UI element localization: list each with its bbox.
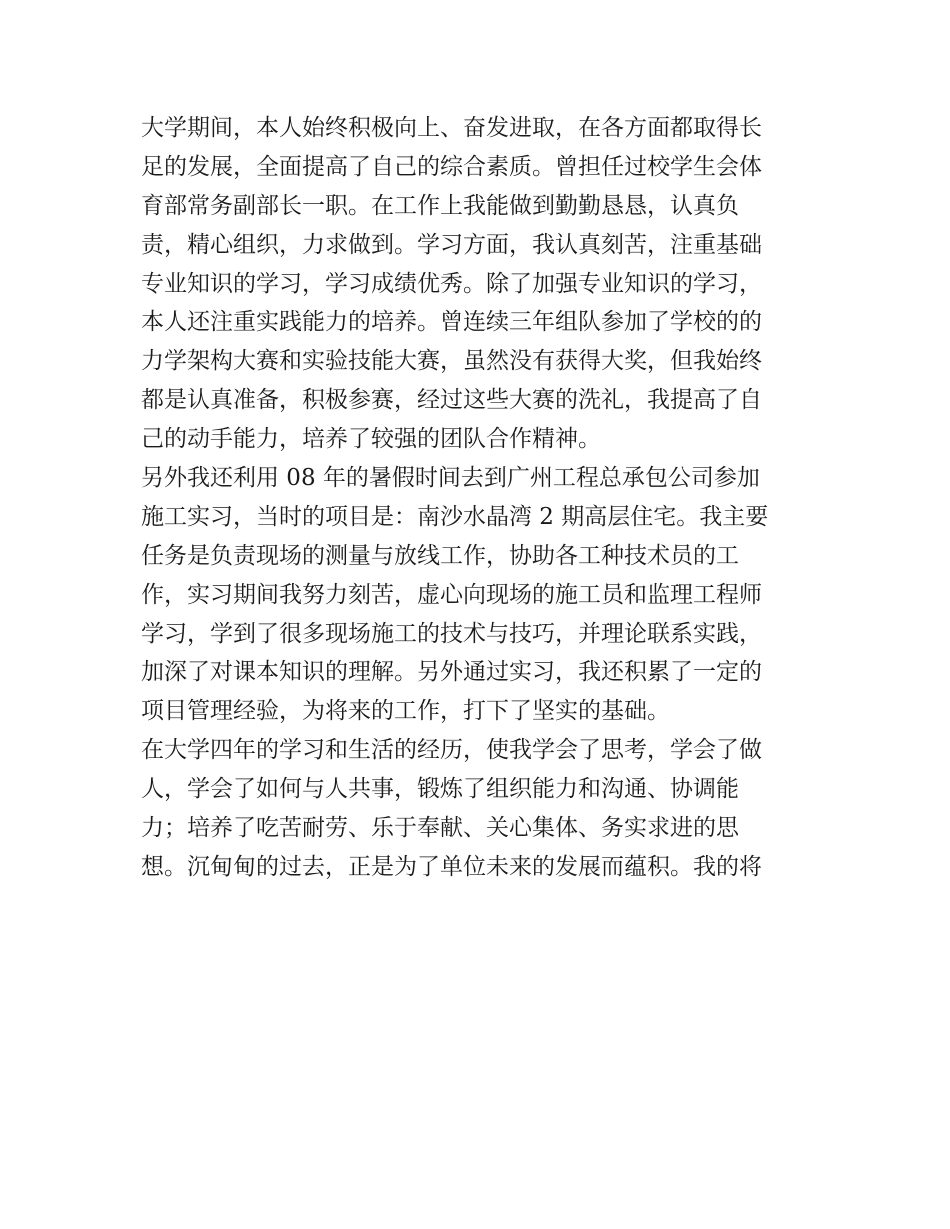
text-line: 力学架构大赛和实验技能大赛，虽然没有获得大奖，但我始终 bbox=[141, 348, 762, 375]
text-line: 学习，学到了很多现场施工的技术与技巧，并理论联系实践， bbox=[141, 620, 762, 647]
text-line: 加深了对课本知识的理解。另外通过实习，我还积累了一定的 bbox=[141, 659, 762, 686]
text-line: 都是认真准备，积极参赛，经过这些大赛的洗礼，我提高了自 bbox=[141, 387, 762, 414]
body-text bbox=[141, 109, 813, 887]
text-line: 责，精心组织，力求做到。学习方面，我认真刻苦，注重基础 bbox=[141, 231, 762, 258]
text-line: 作，实习期间我努力刻苦，虚心向现场的施工员和监理工程师 bbox=[141, 581, 762, 608]
text-line: 本人还注重实践能力的培养。曾连续三年组队参加了学校的的 bbox=[141, 309, 762, 336]
text-line: 想。沉甸甸的过去，正是为了单位未来的发展而蕴积。我的将 bbox=[141, 853, 762, 880]
text-line: 足的发展，全面提高了自己的综合素质。曾担任过校学生会体 bbox=[141, 153, 762, 180]
text-line: 任务是负责现场的测量与放线工作，协助各工种技术员的工 bbox=[141, 542, 739, 569]
text-line: 另外我还利用 08 年的暑假时间去到广州工程总承包公司参加 bbox=[141, 465, 760, 492]
text-line: 大学期间，本人始终积极向上、奋发进取，在各方面都取得长 bbox=[141, 115, 762, 141]
text-line: 己的动手能力，培养了较强的团队合作精神。 bbox=[141, 426, 601, 453]
text-line: 力；培养了吃苦耐劳、乐于奉献、关心集体、务实求进的思 bbox=[141, 815, 739, 842]
text-line: 育部常务副部长一职。在工作上我能做到勤勤恳恳，认真负 bbox=[141, 192, 739, 219]
text-line: 在大学四年的学习和生活的经历，使我学会了思考，学会了做 bbox=[141, 737, 762, 764]
text-line: 人，学会了如何与人共事，锻炼了组织能力和沟通、协调能 bbox=[141, 776, 739, 803]
text-line: 施工实习，当时的项目是：南沙水晶湾 2 期高层住宅。我主要 bbox=[141, 503, 769, 530]
text-line: 项目管理经验，为将来的工作，打下了坚实的基础。 bbox=[141, 698, 670, 725]
text-line: 专业知识的学习，学习成绩优秀。除了加强专业知识的学习， bbox=[141, 270, 762, 297]
